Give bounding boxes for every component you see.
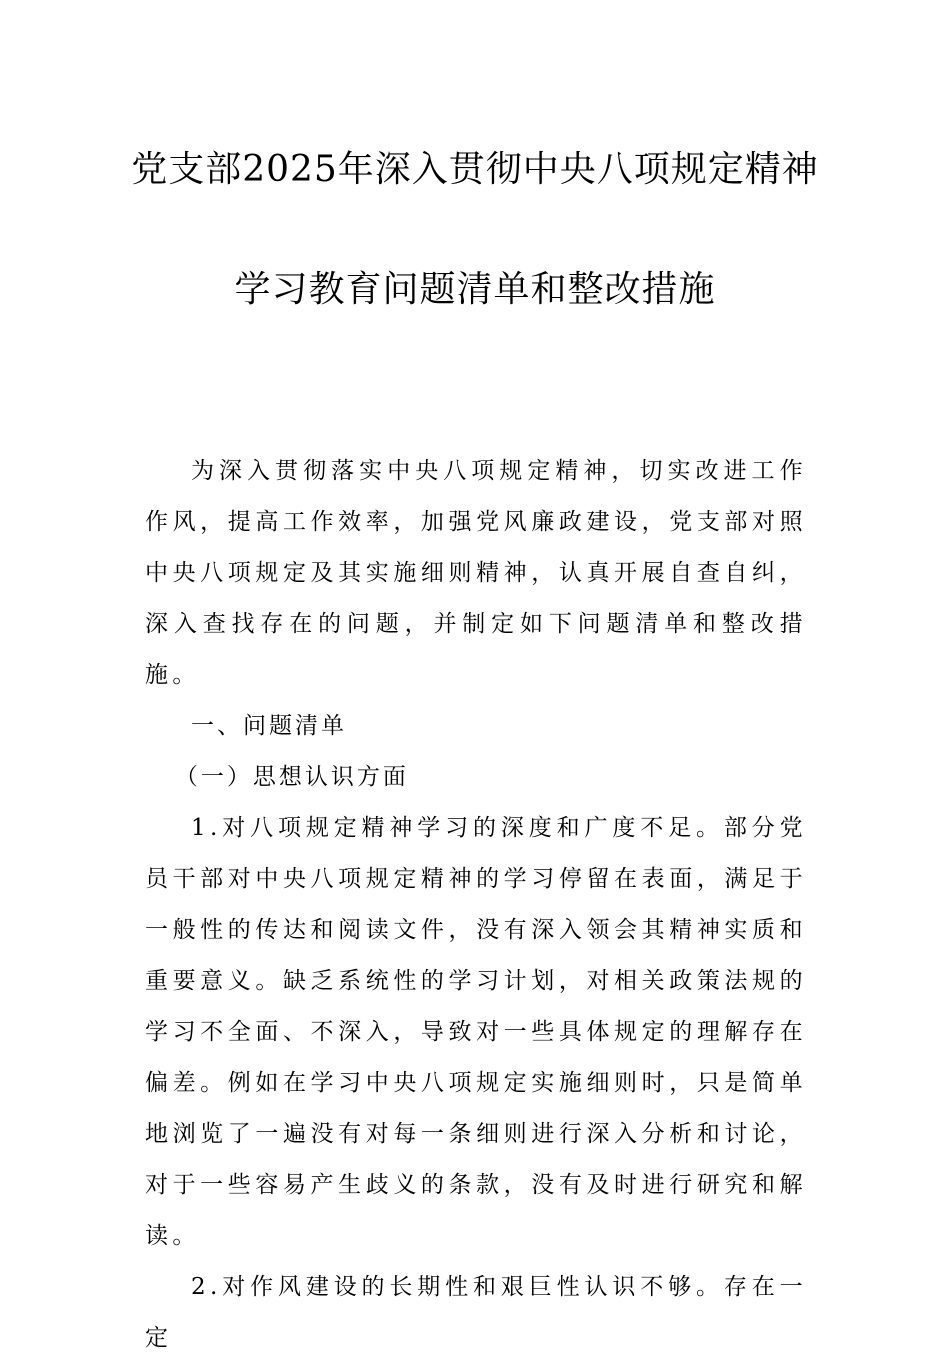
document-body bbox=[145, 446, 807, 1364]
document-title-line-1: 党支部2025年深入贯彻中央八项规定精神 bbox=[131, 149, 819, 190]
subsection-heading-ideological: （一）思想认识方面 bbox=[174, 764, 409, 790]
problem-item-1: 1.对八项规定精神学习的深度和广度不足。部分党员干部对中央八项规定精神的学习停留在表面，满足于一般性的传达和阅读文件，没有深入领会其精神实质和重要意义。缺乏系统性的学习计划，对相关政策法规的学习不全面、不深入，导致对一些具体规定的理解存在偏差。例如在学习中央八项规定实施细则时，只是简单地浏览了一遍没有对每一条细则进行深入分析和讨论，对于一些容易产生歧义的条款，没有及时进行研究和解读。 bbox=[145, 815, 807, 1249]
problem-item-2: 2.对作风建设的长期性和艰巨性认识不够。存在一定 bbox=[145, 1274, 807, 1351]
document-title-line-2: 学习教育问题清单和整改措施 bbox=[234, 269, 716, 310]
section-heading-problem-list: 一、问题清单 bbox=[191, 713, 347, 739]
intro-paragraph: 为深入贯彻落实中央八项规定精神，切实改进工作作风，提高工作效率，加强党风廉政建设，党支部对照中央八项规定及其实施细则精神，认真开展自查自纠，深入查找存在的问题，并制定如下问题清单和整改措施。 bbox=[145, 458, 807, 688]
